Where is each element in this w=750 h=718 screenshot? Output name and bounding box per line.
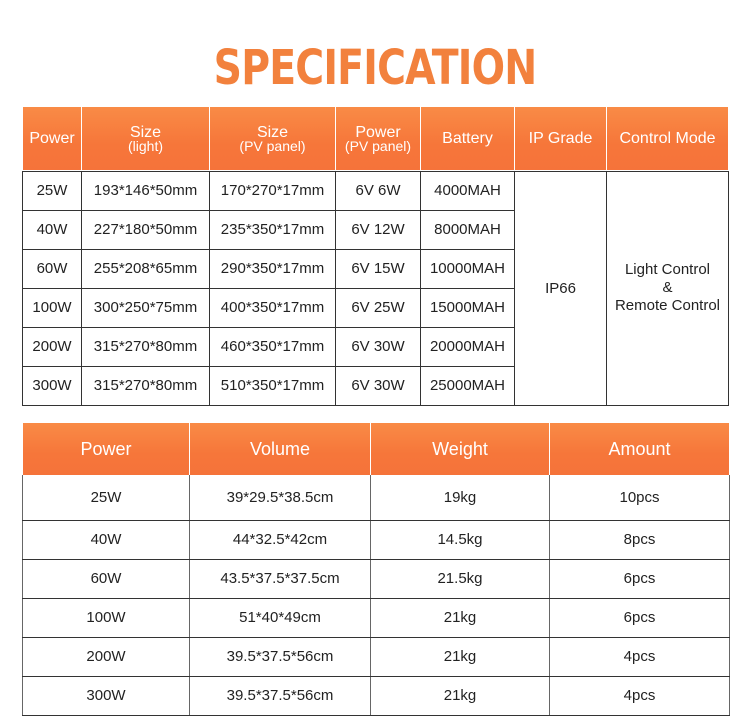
packing-cell-volume: 43.5*37.5*37.5cm (190, 559, 371, 598)
spec-cell-size-light: 227*180*50mm (82, 210, 210, 249)
packing-cell-weight: 21.5kg (371, 559, 550, 598)
packing-cell-power: 60W (23, 559, 190, 598)
packing-cell-power: 200W (23, 637, 190, 676)
packing-cell-power: 25W (23, 475, 190, 520)
spec-header-battery: Battery (421, 107, 515, 170)
spec-header-size-light: Size (light) (82, 107, 210, 170)
packing-cell-volume: 51*40*49cm (190, 598, 371, 637)
spec-cell-power: 100W (23, 288, 82, 327)
packing-cell-amount: 4pcs (550, 676, 730, 715)
packing-cell-weight: 19kg (371, 475, 550, 520)
packing-cell-volume: 39.5*37.5*56cm (190, 676, 371, 715)
packing-cell-amount: 8pcs (550, 520, 730, 559)
packing-header-amount: Amount (550, 423, 730, 475)
packing-cell-amount: 6pcs (550, 598, 730, 637)
control-mode-line-1: Light Control (624, 261, 711, 278)
spec-cell-battery: 20000MAH (421, 327, 515, 366)
spec-cell-size-light: 255*208*65mm (82, 249, 210, 288)
control-mode-line-2: & (662, 279, 673, 296)
packing-cell-volume: 39.5*37.5*56cm (190, 637, 371, 676)
spec-cell-power-pv: 6V 25W (336, 288, 421, 327)
packing-cell-amount: 4pcs (550, 637, 730, 676)
spec-cell-size-light: 315*270*80mm (82, 366, 210, 405)
spec-cell-power-pv: 6V 15W (336, 249, 421, 288)
spec-cell-power: 300W (23, 366, 82, 405)
packing-cell-volume: 39*29.5*38.5cm (190, 475, 371, 520)
spec-cell-power-pv: 6V 30W (336, 327, 421, 366)
spec-header-size-pv: Size (PV panel) (210, 107, 336, 170)
spec-cell-battery: 8000MAH (421, 210, 515, 249)
spec-row (23, 171, 729, 210)
spec-cell-power: 40W (23, 210, 82, 249)
spec-cell-ip-grade: IP66 (515, 171, 607, 405)
specification-table (22, 107, 729, 406)
spec-cell-control-mode (607, 171, 729, 405)
control-mode-line-3: Remote Control (614, 297, 721, 314)
packing-cell-weight: 21kg (371, 598, 550, 637)
packing-cell-weight: 14.5kg (371, 520, 550, 559)
spec-header-row (23, 107, 729, 170)
packing-header-power: Power (23, 423, 190, 475)
packing-row (23, 475, 730, 520)
packing-row (23, 637, 730, 676)
packing-cell-amount: 10pcs (550, 475, 730, 520)
packing-cell-weight: 21kg (371, 676, 550, 715)
packing-header-row (23, 423, 730, 475)
packing-cell-volume: 44*32.5*42cm (190, 520, 371, 559)
spec-cell-size-pv: 460*350*17mm (210, 327, 336, 366)
spec-cell-size-pv: 235*350*17mm (210, 210, 336, 249)
spec-cell-power: 25W (23, 171, 82, 210)
packing-cell-amount: 6pcs (550, 559, 730, 598)
spec-cell-power-pv: 6V 6W (336, 171, 421, 210)
packing-cell-power: 300W (23, 676, 190, 715)
spec-cell-size-pv: 170*270*17mm (210, 171, 336, 210)
page-title: SPECIFICATION (213, 40, 537, 96)
packing-table (22, 423, 730, 716)
spec-cell-battery: 25000MAH (421, 366, 515, 405)
spec-cell-size-pv: 510*350*17mm (210, 366, 336, 405)
spec-cell-battery: 10000MAH (421, 249, 515, 288)
spec-cell-power-pv: 6V 30W (336, 366, 421, 405)
packing-header-volume: Volume (190, 423, 371, 475)
packing-cell-weight: 21kg (371, 637, 550, 676)
spec-cell-power: 200W (23, 327, 82, 366)
spec-header-power: Power (23, 107, 82, 170)
spec-cell-size-light: 315*270*80mm (82, 327, 210, 366)
spec-header-ip-grade: IP Grade (515, 107, 607, 170)
spec-cell-power: 60W (23, 249, 82, 288)
packing-row (23, 559, 730, 598)
packing-header-weight: Weight (371, 423, 550, 475)
spec-header-control-mode: Control Mode (607, 107, 729, 170)
spec-cell-size-pv: 290*350*17mm (210, 249, 336, 288)
spec-cell-battery: 15000MAH (421, 288, 515, 327)
spec-cell-size-light: 300*250*75mm (82, 288, 210, 327)
spec-cell-power-pv: 6V 12W (336, 210, 421, 249)
spec-cell-size-light: 193*146*50mm (82, 171, 210, 210)
packing-cell-power: 100W (23, 598, 190, 637)
spec-cell-battery: 4000MAH (421, 171, 515, 210)
packing-row (23, 598, 730, 637)
packing-cell-power: 40W (23, 520, 190, 559)
packing-row (23, 520, 730, 559)
packing-row (23, 676, 730, 715)
spec-cell-size-pv: 400*350*17mm (210, 288, 336, 327)
spec-header-power-pv: Power (PV panel) (336, 107, 421, 170)
